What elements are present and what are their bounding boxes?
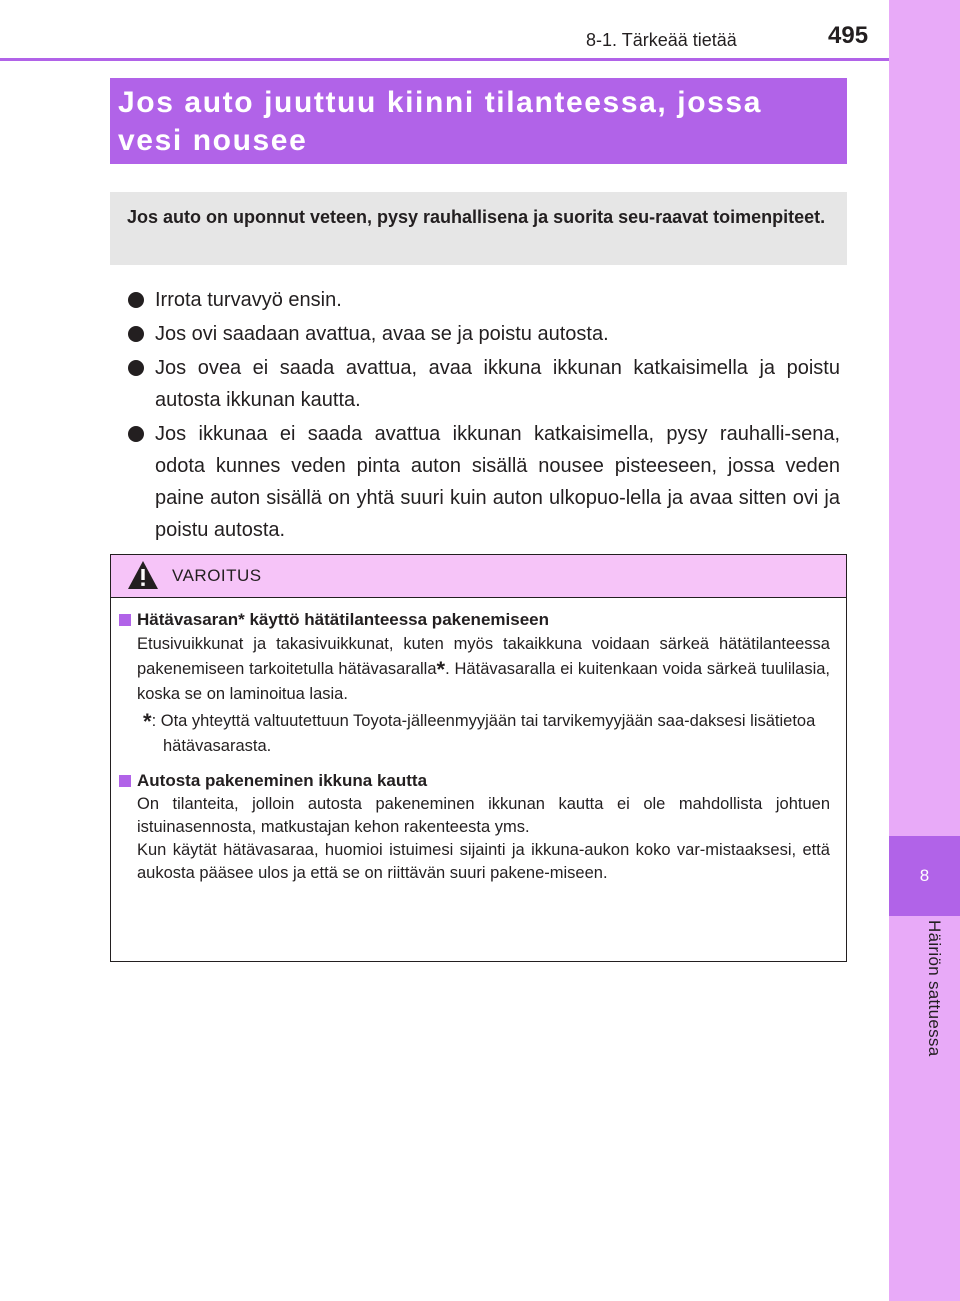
section-title-line2: vesi nousee bbox=[118, 124, 308, 157]
step-text: Jos ovea ei saada avattua, avaa ikkuna ikkunan katkaisimella ja poistu autosta ikkunan kautta. bbox=[155, 357, 840, 411]
warning-section-title-text: Autosta pakeneminen ikkuna kautta bbox=[137, 771, 428, 790]
section-title-line1: Jos auto juuttuu kiinni tilanteessa, jossa bbox=[118, 86, 762, 119]
step-text: Irrota turvavyö ensin. bbox=[155, 289, 342, 311]
chapter-number: 8 bbox=[889, 836, 960, 916]
warning-section-title bbox=[119, 769, 830, 793]
step-list bbox=[128, 284, 840, 548]
footnote bbox=[119, 709, 830, 759]
warning-section-text: On tilanteita, jolloin autosta pakeneminen ikkunan kautta ei ole mahdollista johtuen istuinasennosta, matkustajan kehon rakenteesta yms. bbox=[137, 795, 830, 836]
intro-text: Jos auto on uponnut veteen, pysy rauhallisena ja suorita seu-raavat toimenpiteet. bbox=[127, 207, 826, 227]
warning-triangle-icon bbox=[127, 560, 159, 590]
warning-section bbox=[119, 608, 830, 759]
step-text: Jos ovi saadaan avattua, avaa se ja poistu autosta. bbox=[155, 323, 609, 345]
warning-title: VAROITUS bbox=[172, 566, 262, 585]
round-bullet-icon bbox=[128, 326, 144, 342]
step-text: Jos ikkunaa ei saada avattua ikkunan katkaisimella, pysy rauhalli-sena, odota kunnes veden pinta auton sisällä nousee pisteeseen, jossa veden paine auton sisällä on yhtä suuri kuin auton ulkopuo-lella ja avaa sitten ovi ja poistu autosta. bbox=[155, 423, 840, 541]
intro-box bbox=[110, 192, 847, 265]
warning-section-title bbox=[119, 608, 830, 632]
warning-body bbox=[111, 598, 846, 885]
warning-section bbox=[119, 769, 830, 885]
header-rule bbox=[0, 58, 889, 61]
list-item bbox=[128, 418, 840, 546]
section-title bbox=[110, 78, 847, 164]
round-bullet-icon bbox=[128, 292, 144, 308]
list-item bbox=[128, 318, 840, 350]
round-bullet-icon bbox=[128, 360, 144, 376]
chapter-label: Häiriön sattuessa bbox=[925, 920, 944, 1057]
footnote-asterisk: * bbox=[143, 709, 152, 734]
footnote-asterisk: * bbox=[436, 657, 446, 682]
round-bullet-icon bbox=[128, 426, 144, 442]
warning-header bbox=[111, 555, 846, 598]
warning-text-part: . Hätävasaralla ei kuitenkaan voida särkeä tuulilasia, koska se on laminoitua lasia. bbox=[137, 660, 831, 703]
square-marker-icon bbox=[119, 775, 131, 787]
header-section: 8-1. Tärkeää tietää bbox=[586, 30, 737, 50]
warning-section-title-text: Hätävasaran* käyttö hätätilanteessa pakenemiseen bbox=[137, 610, 549, 629]
footnote-text: : Ota yhteyttä valtuutettuun Toyota-jälleenmyyjään tai tarvikemyyjään saa-daksesi lisätietoa hätävasarasta. bbox=[151, 712, 816, 755]
warning-box bbox=[110, 554, 847, 962]
side-tab bbox=[889, 0, 960, 1301]
warning-text-part: Etusivuikkunat ja takasivuikkunat, kuten myös takaikkuna voidaan särkeä hätätilanteessa pakenemiseen tarkoitetulla hätävasaralla bbox=[137, 635, 830, 678]
page-number: 495 bbox=[828, 22, 869, 49]
square-marker-icon bbox=[119, 614, 131, 626]
list-item bbox=[128, 284, 840, 316]
warning-section-text bbox=[119, 632, 830, 707]
warning-section-text: Kun käytät hätävasaraa, huomioi istuimesi sijainti ja ikkuna-aukon koko var-mistaaksesi, että aukosta pääsee ulos ja että se on riittävän suuri pakene-miseen. bbox=[137, 841, 830, 882]
list-item bbox=[128, 352, 840, 416]
